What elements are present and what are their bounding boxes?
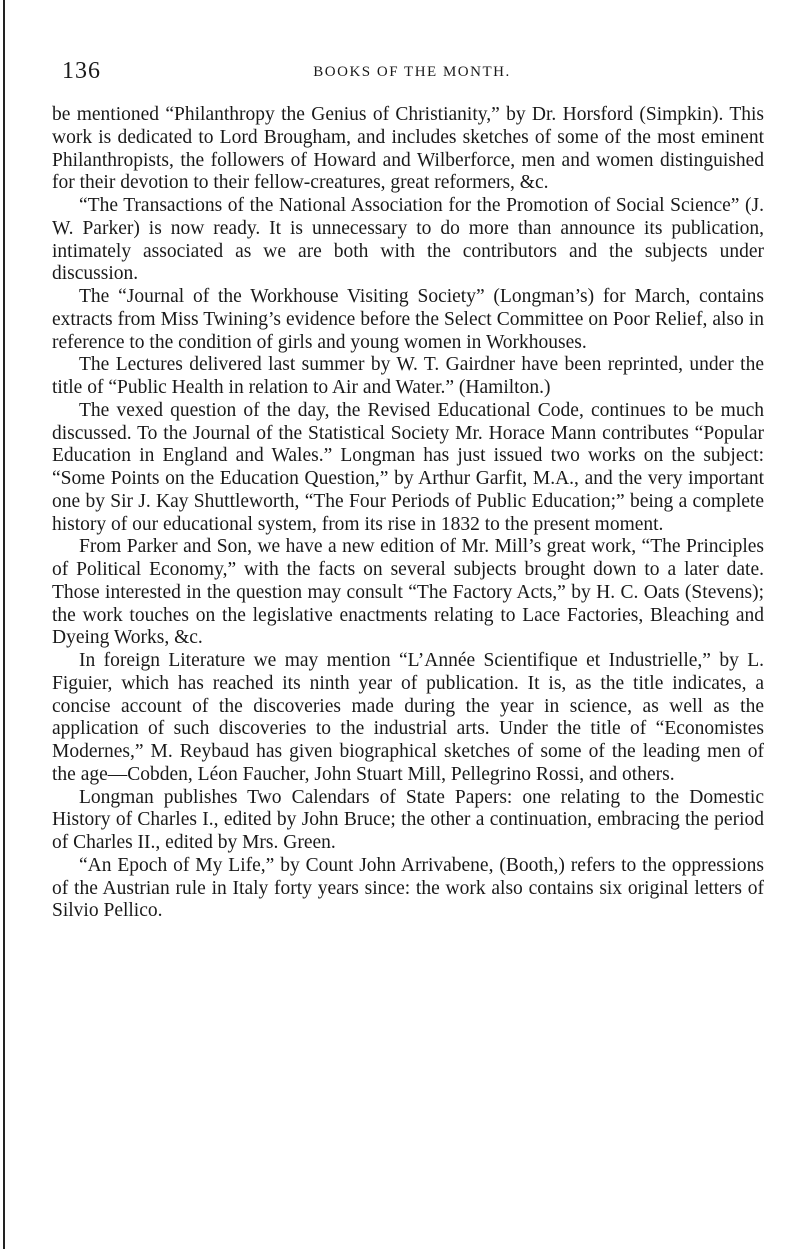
paragraph-social-science: “The Transactions of the National Association for the Promotion of Social Science” (J. W. Parker) is now ready. It is unnecessary to do more than announce its publication, intimately associated as we are both with the contributors and the subjects under discussion. (52, 195, 764, 285)
page-edge-rule (3, 0, 5, 1249)
paragraph-state-papers: Longman publishes Two Calendars of State Papers: one relating to the Domestic History of Charles I., edited by John Bruce; the other a continuation, embracing the period of Charles II., edited by Mrs. Green. (52, 786, 764, 853)
article-body (52, 104, 764, 923)
paragraph-foreign-literature: In foreign Literature we may mention “L’Année Scientifique et Industrielle,” by L. Figuier, which has reached its ninth year of publication. It is, as the title indicates, a concise account of the discoveries made during the year in science, as well as the application of such discoveries to the industrial arts. Under the title of “Economistes Modernes,” M. Reybaud has given biographical sketches of some of the leading men of the age—Cobden, Léon Faucher, John Stuart Mill, Pellegrino Rossi, and others. (52, 650, 764, 785)
paragraph-workhouse-journal: The “Journal of the Workhouse Visiting Society” (Longman’s) for March, contains extracts from Miss Twining’s evidence before the Select Committee on Poor Relief, also in reference to the condition of girls and young women in Workhouses. (52, 286, 764, 353)
paragraph-public-health: The Lectures delivered last summer by W. T. Gairdner have been reprinted, under the title of “Public Health in relation to Air and Water.” (Hamilton.) (52, 354, 764, 398)
page-number: 136 (62, 58, 101, 84)
paragraph-educational-code: The vexed question of the day, the Revised Educational Code, continues to be much discussed. To the Journal of the Statistical Society Mr. Horace Mann contributes “Popular Education in England and Wales.” Longman has just issued two works on the subject: “Some Points on the Education Question,” by Arthur Garfit, M.A., and the very important one by Sir J. Kay Shuttleworth, “The Four Periods of Public Education;” being a complete history of our educational system, from its rise in 1832 to the present moment. (52, 399, 764, 535)
page-header (62, 58, 762, 88)
paragraph-epoch-of-my-life: “An Epoch of My Life,” by Count John Arrivabene, (Booth,) refers to the oppressions of the Austrian rule in Italy forty years since: the work also contains six original letters of Silvio Pellico. (52, 854, 764, 922)
paragraph-philanthropy: be mentioned “Philanthropy the Genius of Christianity,” by Dr. Horsford (Simpkin). This work is dedicated to Lord Brougham, and includes sketches of some of the most eminent Philanthropists, the followers of Howard and Wilberforce, men and women distinguished for their devotion to their fellow-creatures, great reformers, &c. (52, 104, 764, 194)
running-title: BOOKS OF THE MONTH. (313, 64, 511, 80)
paragraph-political-economy: From Parker and Son, we have a new edition of Mr. Mill’s great work, “The Principles of Political Economy,” with the facts on several subjects brought down to a later date. Those interested in the question may consult “The Factory Acts,” by H. C. Oats (Stevens); the work touches on the legislative enactments relating to Lace Factories, Bleaching and Dyeing Works, &c. (52, 536, 764, 649)
